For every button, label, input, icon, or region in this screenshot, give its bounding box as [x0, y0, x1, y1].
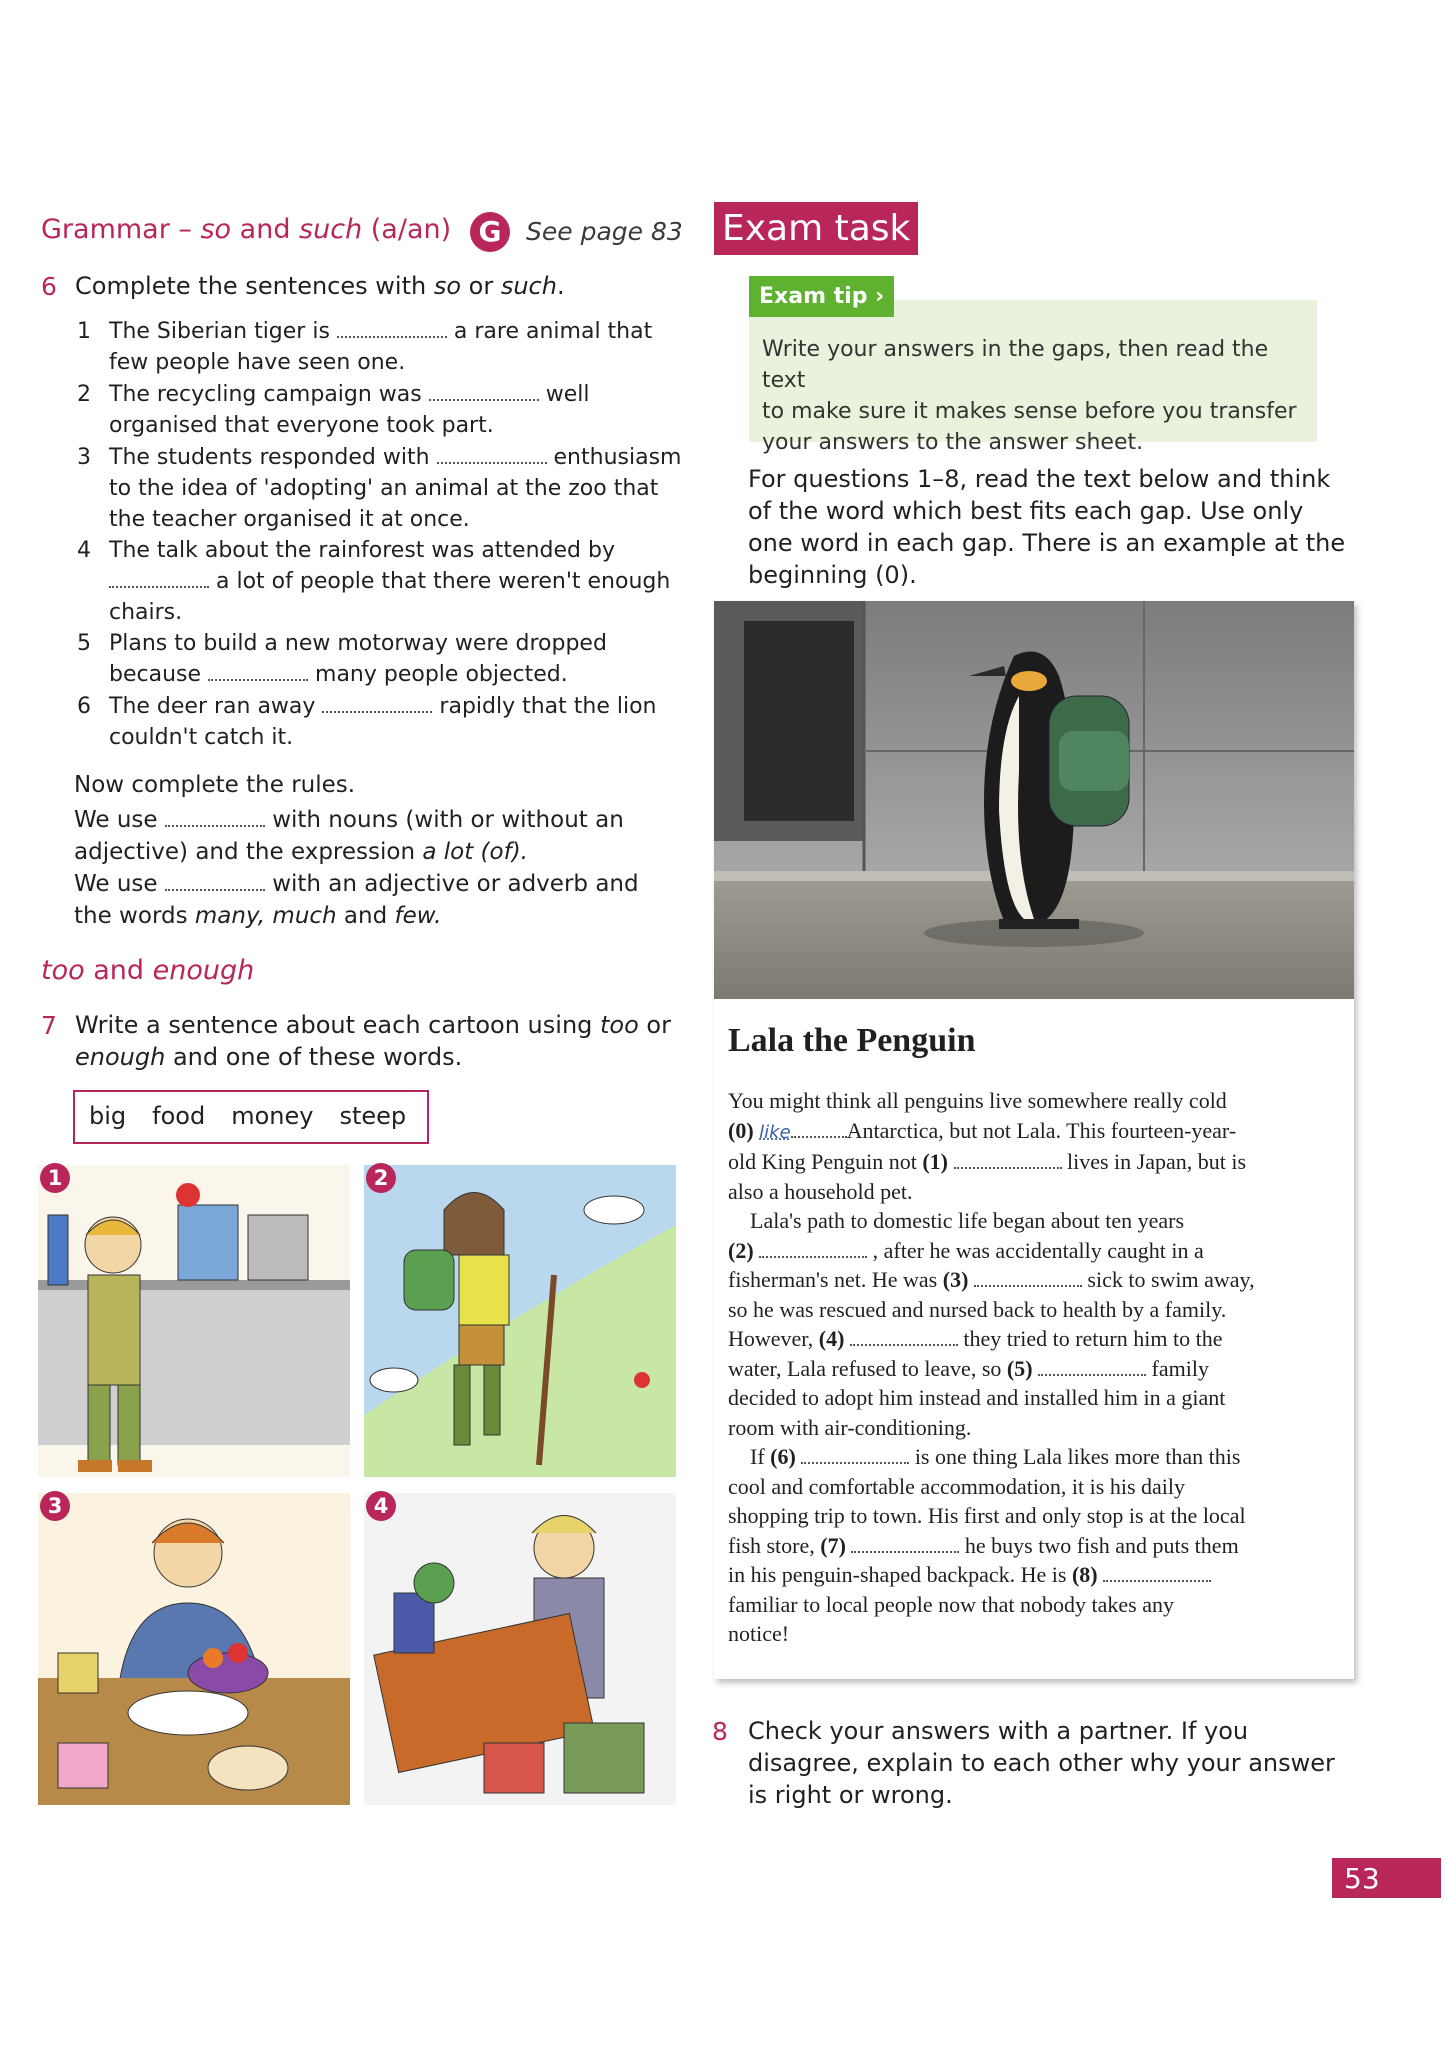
gap-number: (3): [942, 1267, 969, 1292]
exercise-item-3: [77, 442, 699, 535]
item-text: The students responded with: [109, 445, 437, 470]
article-line: shopping trip to town. His first and only stop is at the local: [728, 1503, 1246, 1528]
answer-gap[interactable]: [322, 697, 432, 713]
page-number: 53: [1332, 1858, 1441, 1898]
instruction-text: and one of these words.: [165, 1043, 463, 1071]
article-line: Lala's path to domestic life began about ten years: [750, 1208, 1185, 1233]
item-text: Plans to build a new motorway were dropped: [109, 631, 607, 656]
article-line: so he was rescued and nursed back to health by a family.: [728, 1296, 1227, 1322]
article-text: lives in Japan, but is: [1061, 1149, 1247, 1174]
gap-number: (5): [1006, 1355, 1033, 1381]
instruction-line: one word in each gap. There is an example at the: [748, 529, 1346, 557]
word-option: food: [152, 1102, 206, 1130]
tip-line: Write your answers in the gaps, then read the text: [762, 337, 1269, 393]
article-text: water, Lala refused to leave, so: [728, 1355, 1007, 1381]
exercise-item-5: [77, 628, 699, 690]
word-box: [73, 1090, 429, 1144]
answer-gap[interactable]: [791, 1122, 847, 1138]
item-number: 2: [77, 382, 91, 407]
article-text: If: [750, 1444, 771, 1469]
item-text: The Siberian tiger is: [109, 319, 337, 344]
exam-tip-text: Exam tip: [759, 284, 868, 309]
cartoon-number-4: 4: [366, 1491, 396, 1521]
article-text: sick to swim away,: [1081, 1267, 1255, 1292]
question-instruction: Complete the sentences with so or such.: [75, 272, 565, 300]
instruction-line: disagree, explain to each other why your answer: [748, 1749, 1335, 1777]
answer-gap[interactable]: [759, 1242, 867, 1258]
grammar-heading-so: so: [200, 214, 232, 245]
exam-task-heading: Exam task: [714, 202, 918, 255]
cartoon-2-illustration: [364, 1165, 676, 1477]
word-option: money: [231, 1102, 314, 1130]
article-text: he buys two fish and puts them: [959, 1532, 1239, 1558]
item-number: 4: [77, 538, 91, 563]
article-text: old King Penguin not: [728, 1149, 923, 1174]
instruction-text: too: [600, 1011, 639, 1039]
question-instruction: [75, 1009, 695, 1073]
answer-gap[interactable]: [437, 448, 547, 464]
word-option: steep: [339, 1102, 407, 1130]
answer-gap[interactable]: [954, 1153, 1062, 1169]
answer-gap[interactable]: [429, 385, 539, 401]
item-text: a lot of people that there weren't enough: [209, 569, 671, 594]
article-line: notice!: [728, 1621, 790, 1646]
instruction-text: Write a sentence about each cartoon using: [75, 1011, 601, 1039]
exercise-item-6: [77, 691, 699, 753]
article-text: is one thing Lala likes more than this: [909, 1444, 1241, 1469]
exam-instructions: [748, 463, 1348, 591]
article-line: room with air-conditioning.: [728, 1414, 972, 1440]
grammar-heading-prefix: Grammar –: [41, 214, 201, 245]
answer-gap[interactable]: [1038, 1360, 1146, 1376]
chevron-right-icon: ›: [875, 284, 885, 309]
article-text: family: [1146, 1355, 1209, 1381]
heading-too: too: [41, 955, 85, 986]
exercise-item-4: [77, 535, 699, 628]
gap-number: (1): [922, 1149, 948, 1174]
penguin-photo: [714, 601, 1354, 999]
article-line: You might think all penguins live somewhere really cold: [728, 1088, 1227, 1113]
item-text: the teacher organised it at once.: [109, 507, 470, 532]
answer-gap[interactable]: [165, 875, 265, 891]
rule-text: and: [336, 903, 395, 929]
exercise-item-2: [77, 379, 689, 441]
exam-tip-body: [762, 334, 1307, 458]
q8-instruction: [748, 1715, 1348, 1811]
gap-number: (4): [818, 1326, 845, 1351]
item-number: 3: [77, 445, 91, 470]
article-text: Antarctica, but not Lala. This fourteen-year-: [846, 1117, 1237, 1143]
answer-gap[interactable]: [851, 1537, 959, 1553]
item-text: enthusiasm: [546, 445, 682, 470]
article-line: decided to adopt him instead and installed him in a giant: [728, 1385, 1226, 1410]
rule-text: We use: [74, 807, 165, 833]
item-number: 1: [77, 319, 91, 344]
answer-gap[interactable]: [208, 665, 308, 681]
gap-number: (7): [820, 1532, 846, 1558]
cartoon-4-illustration: [364, 1493, 676, 1805]
item-text: chairs.: [109, 600, 183, 625]
grammar-heading-and: and: [231, 214, 300, 245]
answer-gap[interactable]: [974, 1271, 1082, 1287]
word-option: big: [89, 1102, 127, 1130]
item-text: The talk about the rainforest was attended by: [109, 538, 615, 563]
instruction-text: enough: [75, 1043, 166, 1071]
instruction-line: For questions 1–8, read the text below and think: [748, 465, 1331, 493]
example-answer: like: [759, 1121, 791, 1143]
article-title: Lala the Penguin: [728, 1022, 976, 1059]
item-text: The deer ran away: [109, 694, 323, 719]
rule-text: the words: [74, 903, 195, 929]
exam-tip-label: [749, 276, 894, 317]
answer-gap[interactable]: [165, 811, 265, 827]
cartoon-1-illustration: [38, 1165, 350, 1477]
item-text: organised that everyone took part.: [109, 413, 494, 438]
heading-enough: enough: [152, 955, 255, 986]
rule-text: We use: [74, 871, 165, 897]
question-number: 8: [712, 1717, 728, 1746]
article-line: also a household pet.: [728, 1178, 913, 1204]
instruction-line: Check your answers with a partner. If you: [748, 1717, 1249, 1745]
instruction-line: of the word which best fits each gap. Use only: [748, 497, 1304, 525]
instruction-line: is right or wrong.: [748, 1781, 953, 1809]
item-text: rapidly that the lion: [432, 694, 657, 719]
tip-line: your answers to the answer sheet.: [762, 430, 1144, 455]
instruction-text: or: [638, 1011, 671, 1039]
article-text: fisherman's net. He was: [728, 1267, 943, 1292]
item-text: The recycling campaign was: [109, 382, 429, 407]
see-page-link[interactable]: See page 83: [526, 217, 683, 246]
cartoon-number-3: 3: [40, 1491, 70, 1521]
heading-and: and: [84, 955, 153, 986]
item-text: well: [538, 382, 590, 407]
answer-gap[interactable]: [337, 322, 447, 338]
rules-title: Now complete the rules.: [74, 772, 356, 798]
gap-number: (0): [728, 1117, 754, 1143]
gap-number: (2): [728, 1237, 754, 1263]
grammar-badge-letter: G: [478, 215, 502, 248]
cartoon-number-2: 2: [366, 1163, 396, 1193]
article-text: fish store,: [728, 1532, 821, 1558]
article-text: in his penguin-shaped backpack. He is: [728, 1562, 1072, 1587]
item-text: to the idea of 'adopting' an animal at the zoo that: [109, 476, 659, 501]
rule-text: with an adjective or adverb and: [264, 871, 639, 897]
too-enough-heading: [41, 955, 254, 986]
article-text: However,: [728, 1326, 819, 1351]
answer-gap[interactable]: [801, 1448, 909, 1464]
rule-text: few.: [394, 903, 442, 929]
article-body: [728, 1086, 1338, 1649]
answer-gap[interactable]: [109, 572, 209, 588]
item-number: 6: [77, 694, 91, 719]
question-number: 7: [41, 1011, 57, 1040]
answer-gap[interactable]: [850, 1330, 958, 1346]
item-text: couldn't catch it.: [109, 725, 294, 750]
rule-2: [74, 868, 694, 932]
item-text: a rare animal that: [446, 319, 653, 344]
tip-line: to make sure it makes sense before you transfer: [762, 399, 1297, 424]
rule-text: many, much: [194, 903, 337, 929]
article-line: cool and comfortable accommodation, it is his daily: [728, 1473, 1185, 1499]
article-line: familiar to local people now that nobody takes any: [728, 1591, 1174, 1617]
grammar-heading: [41, 214, 451, 245]
article-text: they tried to return him to the: [957, 1326, 1223, 1351]
item-text: because: [109, 662, 209, 687]
rule-text: a lot (of).: [422, 839, 528, 865]
item-text: few people have seen one.: [109, 350, 406, 375]
item-number: 5: [77, 631, 91, 656]
question-number: 6: [41, 272, 57, 301]
grammar-heading-suffix: (a/an): [362, 214, 452, 245]
rule-text: with nouns (with or without an: [264, 807, 624, 833]
cartoon-number-1: 1: [40, 1163, 70, 1193]
article-text: , after he was accidentally caught in a: [867, 1237, 1204, 1263]
grammar-heading-such: such: [299, 214, 363, 245]
cartoon-3-illustration: [38, 1493, 350, 1805]
rule-text: adjective) and the expression: [74, 839, 423, 865]
exercise-item-1: [77, 316, 689, 378]
rule-1: [74, 804, 694, 868]
instruction-line: beginning (0).: [748, 561, 917, 589]
grammar-reference-icon[interactable]: [470, 212, 510, 252]
item-text: many people objected.: [308, 662, 568, 687]
gap-number: (6): [770, 1444, 796, 1469]
gap-number: (8): [1071, 1562, 1098, 1587]
answer-gap[interactable]: [1103, 1566, 1211, 1582]
